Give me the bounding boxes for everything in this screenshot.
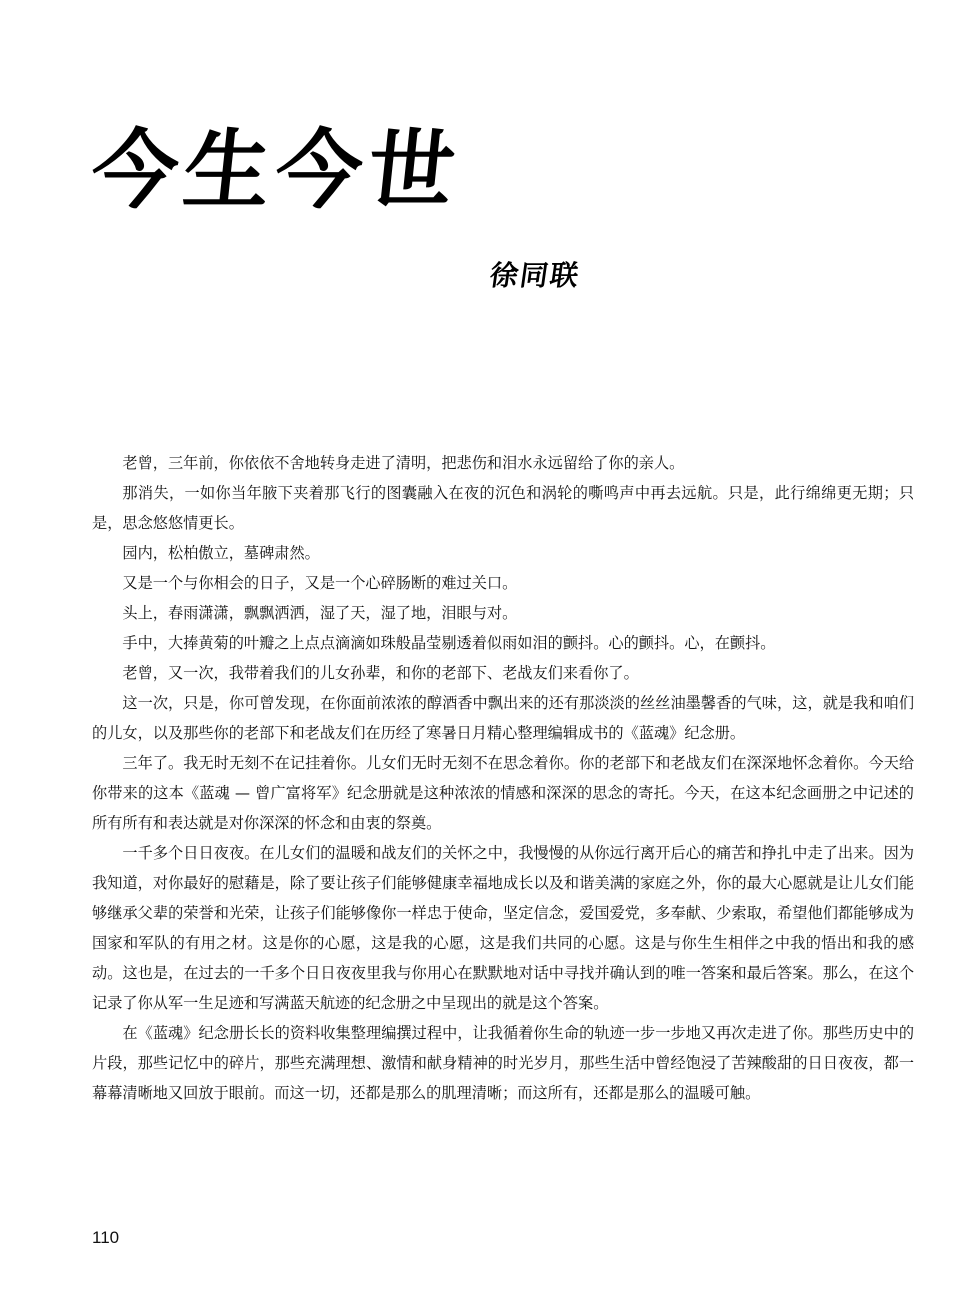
paragraph: 老曾，又一次，我带着我们的儿女孙辈，和你的老部下、老战友们来看你了。 [122,664,639,682]
paragraph: 三年了。我无时无刻不在记挂着你。儿女们无时无刻不在思念着你。你的老部下和老战友们在深深地怀念着你。今天给你带来的这本《蓝魂 — 曾广富将军》纪念册就是这种浓浓的情感和深深的思念的寄托。今天，在这本纪念画册之中记述的所有所有和表达就是对你深深的怀念和由衷的祭奠。 [92,754,914,832]
article-body [92,448,914,1108]
page-number: 110 [92,1228,120,1247]
paragraph: 头上，春雨潇潇，飘飘洒洒，湿了天，湿了地，泪眼与对。 [122,604,518,622]
paragraph: 那消失，一如你当年腋下夹着那飞行的图囊融入在夜的沉色和涡轮的嘶鸣声中再去远航。只是，此行绵绵更无期；只是，思念悠悠情更长。 [92,484,914,532]
paragraph: 一千多个日日夜夜。在儿女们的温暖和战友们的关怀之中，我慢慢的从你远行离开后心的痛苦和挣扎中走了出来。因为我知道，对你最好的慰藉是，除了要让孩子们能够健康幸福地成长以及和谐美满的家庭之外，你的最大心愿就是让儿女们能够继承父辈的荣誉和光荣，让孩子们能够像你一样忠于使命，坚定信念，爱国爱党，多奉献、少索取，希望他们都能够成为国家和军队的有用之材。这是你的心愿，这是我的心愿，这是我们共同的心愿。这是与你生生相伴之中我的悟出和我的感动。这也是，在过去的一千多个日日夜夜里我与你用心在默默地对话中寻找并确认到的唯一答案和最后答案。那么，在这个记录了你从军一生足迹和写满蓝天航迹的纪念册之中呈现出的就是这个答案。 [92,844,914,1012]
paragraph: 在《蓝魂》纪念册长长的资料收集整理编撰过程中，让我循着你生命的轨迹一步一步地又再次走进了你。那些历史中的片段，那些记忆中的碎片，那些充满理想、激情和献身精神的时光岁月，那些生活中曾经饱浸了苦辣酸甜的日日夜夜，都一幕幕清晰地又回放于眼前。而这一切，还都是那么的肌理清晰；而这所有，还都是那么的温暖可触。 [92,1024,914,1102]
paragraph: 又是一个与你相会的日子，又是一个心碎肠断的难过关口。 [122,574,518,592]
page-title: 今生今世 [86,120,466,221]
paragraph: 这一次，只是，你可曾发现，在你面前浓浓的醇酒香中飘出来的还有那淡淡的丝丝油墨馨香的气味，这，就是我和咱们的儿女，以及那些你的老部下和老战友们在历经了寒暑日月精心整理编辑成书的《蓝魂》纪念册。 [92,694,914,742]
author-name: 徐同联 [487,259,583,292]
paragraph: 老曾，三年前，你依依不舍地转身走进了清明，把悲伤和泪水永远留给了你的亲人。 [122,454,685,472]
paragraph: 手中，大捧黄菊的叶瓣之上点点滴滴如珠般晶莹剔透着似雨如泪的颤抖。心的颤抖。心，在颤抖。 [122,634,776,652]
paragraph: 园内，松柏傲立，墓碑肃然。 [122,544,320,562]
